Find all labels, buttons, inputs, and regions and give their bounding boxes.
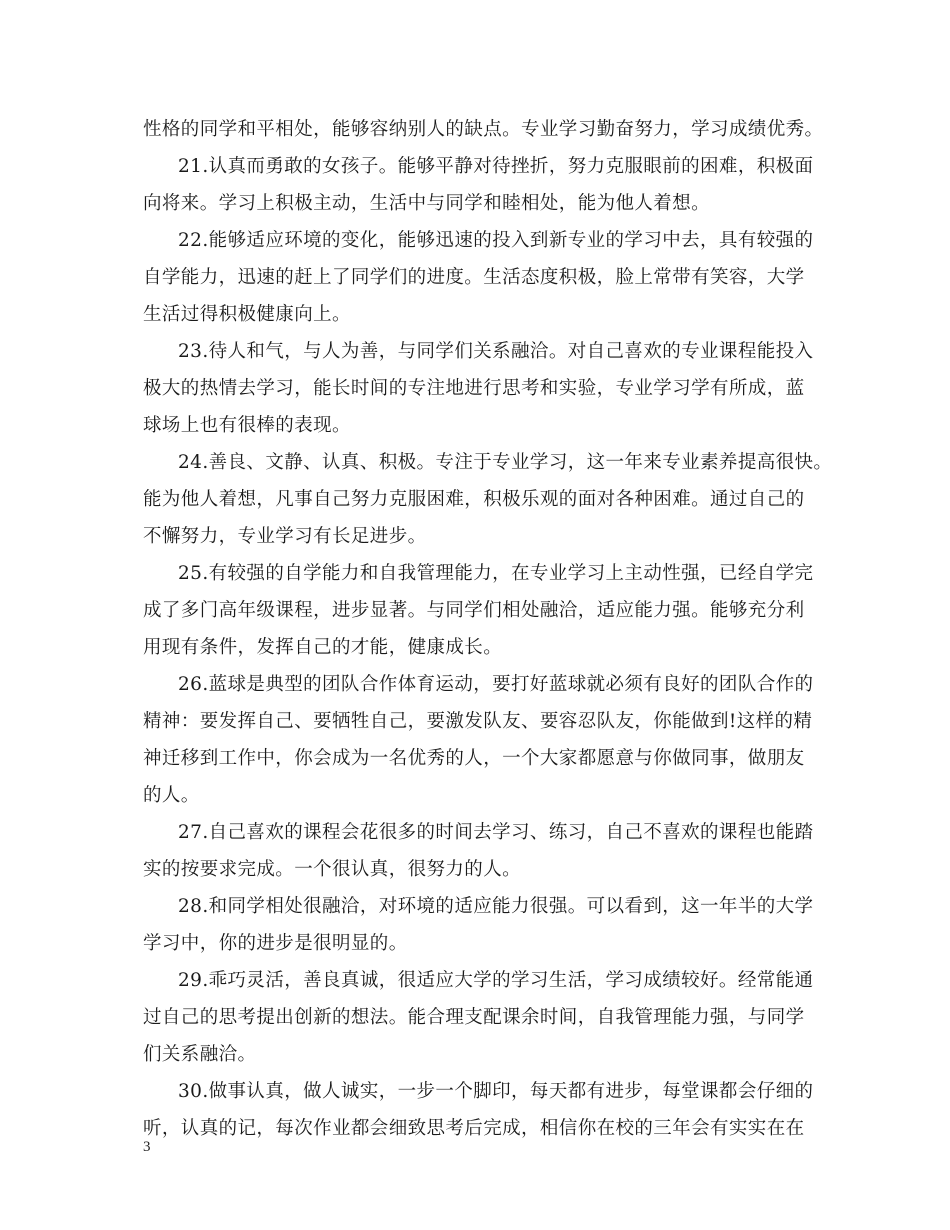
paragraph-first-line: 23.待人和气，与人为善，与同学们关系融洽。对自己喜欢的专业课程能投入 <box>178 341 814 362</box>
paragraph-first-line: 28.和同学相处很融洽，对环境的适应能力很强。可以看到，这一年半的大学 <box>178 896 814 917</box>
text-line: 成了多门高年级课程，进步显著。与同学们相处融洽，适应能力强。能够充分利 <box>143 600 805 621</box>
paragraph-first-line: 30.做事认真，做人诚实，一步一个脚印，每天都有进步，每堂课都会仔细的 <box>178 1081 814 1102</box>
text-line: 球场上也有很棒的表现。 <box>143 415 351 436</box>
text-line: 过自己的思考提出创新的想法。能合理支配课余时间，自我管理能力强，与同学 <box>143 1007 805 1028</box>
text-line: 用现有条件，发挥自己的才能，健康成长。 <box>143 637 503 658</box>
text-line: 实的按要求完成。一个很认真，很努力的人。 <box>143 859 522 880</box>
paragraph-first-line: 26.蓝球是典型的团队合作体育运动，要打好蓝球就必须有良好的团队合作的 <box>178 674 814 695</box>
paragraph-first-line: 27.自己喜欢的课程会花很多的时间去学习、练习，自己不喜欢的课程也能踏 <box>178 822 814 843</box>
text-line: 的人。 <box>143 785 200 806</box>
paragraph-first-line: 24.善良、文静、认真、积极。专注于专业学习，这一年来专业素养提高很快。 <box>178 452 833 473</box>
text-line: 自学能力，迅速的赶上了同学们的进度。生活态度积极，脸上常带有笑容，大学 <box>143 267 805 288</box>
text-line: 能为他人着想，凡事自己努力克服困难，积极乐观的面对各种困难。通过自己的 <box>143 489 805 510</box>
paragraph-first-line: 25.有较强的自学能力和自我管理能力，在专业学习上主动性强，已经自学完 <box>178 563 814 584</box>
text-line: 性格的同学和平相处，能够容纳别人的缺点。专业学习勤奋努力，学习成绩优秀。 <box>143 119 824 140</box>
text-line: 听，认真的记，每次作业都会细致思考后完成，相信你在校的三年会有实实在在 <box>143 1118 805 1139</box>
text-line: 不懈努力，专业学习有长足进步。 <box>143 526 427 547</box>
paragraph-first-line: 22.能够适应环境的变化，能够迅速的投入到新专业的学习中去，具有较强的 <box>178 230 814 251</box>
text-line: 生活过得积极健康向上。 <box>143 304 351 325</box>
text-line: 神迁移到工作中，你会成为一名优秀的人，一个大家都愿意与你做同事，做朋友 <box>143 748 805 769</box>
text-line: 精神：要发挥自己、要牺牲自己，要激发队友、要容忍队友，你能做到!这样的精 <box>143 711 813 732</box>
paragraph-first-line: 21.认真而勇敢的女孩子。能够平静对待挫折，努力克服眼前的困难，积极面 <box>178 156 814 177</box>
paragraph-first-line: 29.乖巧灵活，善良真诚，很适应大学的学习生活，学习成绩较好。经常能通 <box>178 970 814 991</box>
text-line: 学习中，你的进步是很明显的。 <box>143 933 408 954</box>
page-number: 3 <box>143 1139 151 1155</box>
text-line: 向将来。学习上积极主动，生活中与同学和睦相处，能为他人着想。 <box>143 193 711 214</box>
text-line: 们关系融洽。 <box>143 1044 257 1065</box>
text-line: 极大的热情去学习，能长时间的专注地进行思考和实验，专业学习学有所成，蓝 <box>143 378 805 399</box>
